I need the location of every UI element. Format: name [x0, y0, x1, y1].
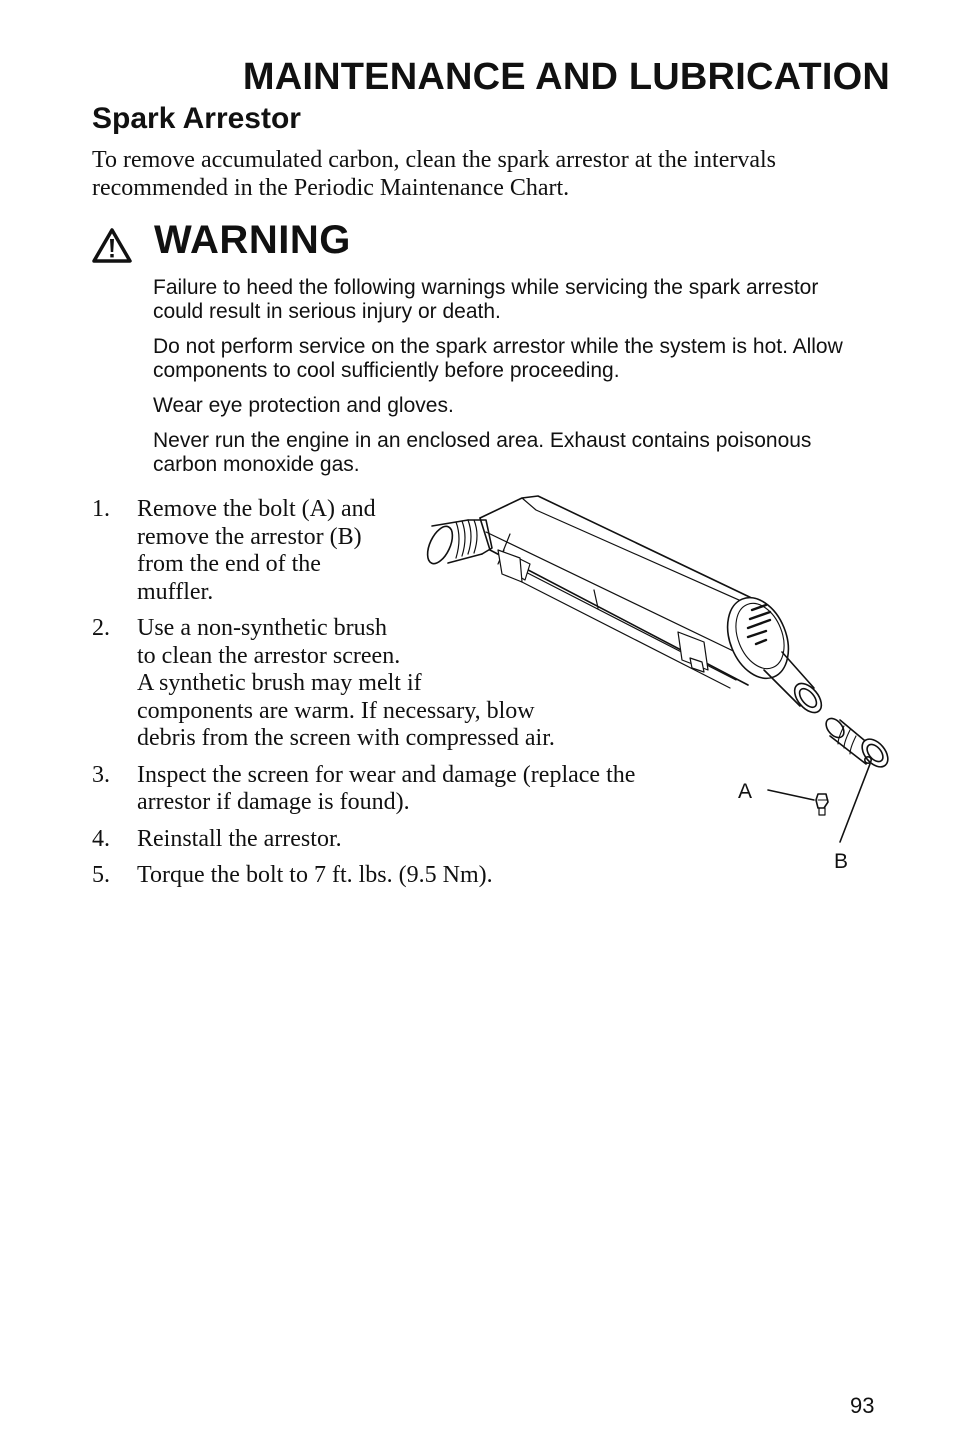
warning-paragraph: Failure to heed the following warnings while servicing the spark arrestor could result in serious injury or death.	[153, 276, 819, 323]
bolt-part	[816, 794, 828, 815]
step-text-line: debris from the screen with compressed air.	[137, 725, 555, 751]
step-text: Torque the bolt to 7 ft. lbs. (9.5 Nm).	[137, 862, 493, 888]
warning-paragraph: Never run the engine in an enclosed area. Exhaust contains poisonous carbon monoxide gas.	[153, 429, 812, 476]
warning-paragraph: Wear eye protection and gloves.	[153, 394, 454, 417]
step-number: 2.	[92, 615, 110, 641]
step-text-line: Use a non-synthetic brush	[137, 615, 387, 641]
muffler-end-cap	[716, 589, 799, 688]
step-number: 3.	[92, 761, 110, 788]
leader-line-b	[840, 764, 870, 842]
step-text: Inspect the screen for wear and damage (replace the arrestor if damage is found).	[137, 761, 636, 815]
muffler-illustration	[410, 490, 910, 890]
warning-text	[153, 276, 873, 488]
step-item	[92, 496, 377, 606]
step-text: Remove the bolt (A) and remove the arrestor (B) from the end of the muffler.	[137, 496, 376, 605]
spark-arrestor-part	[823, 715, 893, 772]
chapter-title: MAINTENANCE AND LUBRICATION	[242, 56, 890, 98]
step-number: 1.	[92, 496, 110, 522]
figure-label-a: A	[738, 780, 753, 803]
intro-paragraph: To remove accumulated carbon, clean the spark arrestor at the intervals recommended in the Periodic Maintenance Chart.	[92, 147, 777, 201]
step-text-line: A synthetic brush may melt if	[137, 670, 422, 696]
step-text-line: components are warm. If necessary, blow	[137, 697, 535, 724]
figure-label-b: B	[834, 850, 849, 873]
warning-triangle-icon	[92, 228, 132, 264]
step-text: Reinstall the arrestor.	[137, 825, 342, 852]
inlet-pipe	[422, 520, 492, 567]
section-title: Spark Arrestor	[92, 102, 301, 135]
page-number: 93	[850, 1393, 875, 1418]
warning-heading: WARNING	[154, 218, 351, 262]
warning-paragraph: Do not perform service on the spark arrestor while the system is hot. Allow components to cool sufficiently before proceeding.	[153, 335, 843, 382]
step-text-line: to clean the arrestor screen.	[137, 642, 401, 669]
muffler-body	[480, 496, 766, 688]
step-number: 4.	[92, 825, 110, 852]
leader-line-a	[768, 790, 814, 800]
step-number: 5.	[92, 862, 110, 888]
